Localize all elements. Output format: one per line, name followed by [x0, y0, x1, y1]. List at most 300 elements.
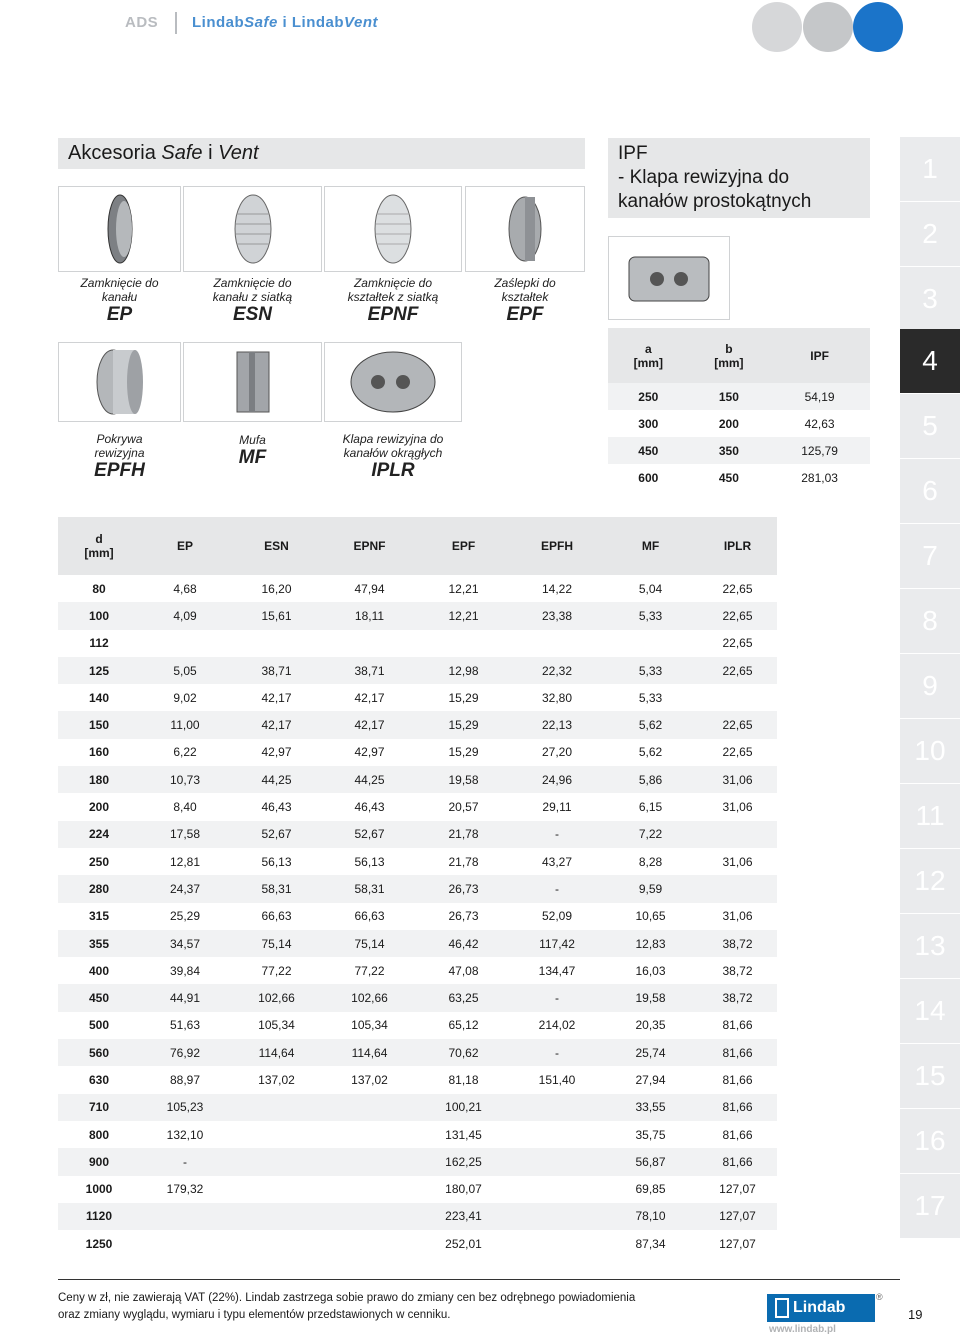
section-title: Akcesoria Safe i Vent: [58, 138, 585, 169]
price-cell: 56,13: [261, 854, 292, 869]
price-cell: 26,73: [416, 875, 511, 902]
price-cell: 21,78: [416, 821, 511, 848]
price-cell: 12,83: [603, 930, 698, 957]
ipf-table-row: [608, 464, 870, 491]
price-cell: [230, 1230, 323, 1257]
price-cell: 117,42: [511, 930, 603, 957]
diameter-cell: 1000: [85, 1182, 113, 1197]
price-cell: 52,09: [541, 909, 573, 924]
ipf-table-header: [608, 328, 870, 383]
product-caption-epfh: Pokrywa rewizyjna EPFH: [58, 432, 181, 478]
price-table-header: [58, 517, 777, 575]
price-cell: 38,71: [230, 657, 323, 684]
header-iplr: IPLR: [698, 517, 777, 575]
price-cell: 52,67: [323, 821, 416, 848]
diameter-cell: 500: [88, 1018, 110, 1033]
brand-ads: ADS: [125, 14, 159, 31]
price-cell: 34,57: [140, 930, 230, 957]
price-cell: 252,01: [445, 1236, 482, 1251]
price-cell: 26,73: [448, 909, 479, 924]
price-cell: 4,68: [173, 581, 197, 596]
ipf-title: IPF - Klapa rewizyjna do kanałów prostokątnych: [608, 138, 870, 218]
table-row: [58, 930, 777, 957]
chapter-tab-8[interactable]: 8: [900, 589, 960, 653]
price-cell: 114,64: [323, 1039, 416, 1066]
inspection-cover-icon: [85, 346, 155, 418]
table-row: [58, 766, 777, 793]
table-row: [58, 1066, 777, 1093]
price-cell: 65,12: [448, 1018, 479, 1033]
table-row: [58, 1203, 777, 1230]
price-cell: 12,81: [169, 854, 201, 869]
price-cell: 77,22: [354, 963, 385, 978]
price-cell: 214,02: [538, 1018, 576, 1033]
price-cell: 22,65: [722, 581, 753, 596]
price-cell: 25,74: [603, 1039, 698, 1066]
product-code-esn: ESN: [232, 304, 273, 325]
price-cell: [603, 630, 698, 657]
price-cell: 75,14: [230, 930, 323, 957]
price-cell: 42,17: [230, 711, 323, 738]
product-caption-epf: Zaślepki do kształtek EPF: [465, 276, 585, 322]
price-cell: 10,65: [635, 909, 666, 924]
price-cell: 12,21: [416, 602, 511, 629]
price-cell: 9,02: [173, 690, 197, 705]
price-cell: 58,31: [323, 875, 416, 902]
product-image-epnf: [324, 186, 462, 272]
price-cell: 24,37: [140, 875, 230, 902]
ipf-cell: 250: [608, 383, 689, 410]
table-row: [58, 793, 777, 820]
header-divider: [175, 12, 177, 34]
diameter-cell: 250: [88, 854, 110, 869]
price-cell: 47,08: [448, 963, 479, 978]
lindab-logo: Lindab: [767, 1294, 875, 1322]
chapter-tab-10[interactable]: 10: [900, 719, 960, 783]
price-cell: 81,18: [448, 1072, 479, 1087]
price-cell: [698, 684, 777, 711]
chapter-tab-3[interactable]: 3: [900, 267, 960, 331]
footer-note: Ceny w zł, nie zawierają VAT (22%). Lindab zastrzega sobie prawo do zmiany cen bez odrębnego powiadomienia oraz zmiany wyglądu, wymiaru i typu elementów przedstawionych w cenniku.: [58, 1292, 636, 1321]
product-image-epfh: [58, 342, 181, 422]
price-cell: 137,02: [258, 1072, 295, 1087]
price-cell: 22,32: [511, 657, 603, 684]
chapter-tab-7[interactable]: 7: [900, 524, 960, 588]
price-cell: 21,78: [448, 854, 479, 869]
price-cell: 114,64: [230, 1039, 323, 1066]
price-cell: 134,47: [538, 963, 576, 978]
chapter-tab-12[interactable]: 12: [900, 849, 960, 913]
product-image-mf: [183, 342, 322, 422]
price-cell: 5,33: [638, 690, 663, 705]
price-cell: 5,04: [638, 581, 663, 596]
price-cell: 81,66: [698, 1148, 777, 1175]
price-cell: 18,11: [323, 602, 416, 629]
price-cell: -: [511, 875, 603, 902]
diameter-cell: 630: [88, 1072, 110, 1087]
price-cell: 20,35: [635, 1018, 666, 1033]
price-table-body: [58, 575, 777, 1257]
ipf-table-row: [608, 383, 870, 410]
price-cell: [323, 1094, 416, 1121]
price-cell: 127,07: [698, 1203, 777, 1230]
price-cell: 35,75: [635, 1127, 666, 1142]
price-cell: 19,58: [603, 984, 698, 1011]
table-row: [58, 1148, 777, 1175]
price-cell: [323, 1176, 416, 1203]
header-circle-1: [752, 2, 802, 52]
price-cell: 31,06: [722, 800, 753, 815]
diameter-cell: 150: [58, 711, 140, 738]
price-cell: [230, 630, 323, 657]
diameter-cell: 400: [88, 963, 110, 978]
price-cell: -: [511, 984, 603, 1011]
price-cell: 22,65: [698, 657, 777, 684]
ipf-header-a: a [mm]: [608, 328, 689, 383]
price-cell: 76,92: [140, 1039, 230, 1066]
header-epf: EPF: [416, 517, 511, 575]
product-caption-mf: Mufa MF: [183, 433, 322, 465]
price-cell: [323, 1148, 416, 1175]
chapter-tab-15[interactable]: 15: [900, 1044, 960, 1108]
price-cell: 33,55: [603, 1094, 698, 1121]
diameter-cell: 450: [58, 984, 140, 1011]
price-cell: 52,67: [230, 821, 323, 848]
price-cell: 131,45: [445, 1127, 482, 1142]
price-cell: 22,65: [722, 636, 753, 651]
price-cell: 58,31: [230, 875, 323, 902]
diameter-cell: 180: [58, 766, 140, 793]
ipf-table-body: [608, 383, 870, 491]
product-code-ep: EP: [106, 304, 133, 325]
chapter-tab-5[interactable]: 5: [900, 394, 960, 458]
price-cell: [140, 630, 230, 657]
table-row: [58, 1094, 777, 1121]
price-cell: [416, 630, 511, 657]
product-caption-esn: Zamknięcie do kanału z siatką ESN: [183, 276, 322, 322]
price-cell: 31,06: [722, 854, 753, 869]
price-cell: [323, 1121, 416, 1148]
price-cell: 81,66: [722, 1072, 753, 1087]
table-row: [58, 848, 777, 875]
price-cell: 32,80: [541, 690, 573, 705]
lindab-mark-icon: [775, 1298, 789, 1318]
price-cell: 102,66: [230, 984, 323, 1011]
price-cell: [140, 1230, 230, 1257]
ipf-cell: 600: [638, 470, 659, 485]
product-code-mf: MF: [238, 447, 267, 468]
product-image-iplr: [324, 342, 462, 422]
table-row: [58, 875, 777, 902]
price-cell: 29,11: [542, 800, 572, 815]
diameter-cell: 112: [89, 636, 109, 651]
header-circle-3: [853, 2, 903, 52]
price-cell: 51,63: [169, 1018, 201, 1033]
price-cell: 78,10: [603, 1203, 698, 1230]
website-url[interactable]: www.lindab.pl: [769, 1324, 836, 1335]
price-cell: -: [511, 821, 603, 848]
header-title: LindabSafe i LindabVent: [192, 14, 378, 31]
price-cell: 23,38: [511, 602, 603, 629]
price-cell: 11,00: [140, 711, 230, 738]
table-row: [58, 903, 777, 930]
diameter-cell: 224: [58, 821, 140, 848]
chapter-tab-4[interactable]: 4: [900, 329, 960, 393]
price-cell: 12,21: [448, 581, 479, 596]
diameter-cell: 560: [58, 1039, 140, 1066]
price-cell: 16,03: [635, 963, 666, 978]
table-row: [58, 684, 777, 711]
ipf-cell: 200: [718, 416, 739, 431]
inspection-hatch-round-icon: [343, 346, 443, 418]
price-cell: 81,66: [698, 1094, 777, 1121]
table-row: [58, 630, 777, 657]
price-cell: 81,66: [722, 1018, 753, 1033]
price-cell: 105,34: [351, 1018, 388, 1033]
diameter-cell: 200: [88, 800, 110, 815]
price-cell: 19,58: [416, 766, 511, 793]
price-cell: -: [511, 1039, 603, 1066]
coupling-icon: [223, 346, 283, 418]
price-cell: 22,65: [722, 745, 753, 760]
ipf-cell: 54,19: [769, 383, 870, 410]
price-cell: 180,07: [445, 1182, 482, 1197]
price-cell: 42,97: [354, 745, 385, 760]
price-cell: 25,29: [169, 909, 201, 924]
price-cell: 102,66: [323, 984, 416, 1011]
product-code-epfh: EPFH: [94, 460, 145, 481]
price-cell: 162,25: [416, 1148, 511, 1175]
price-cell: [511, 1148, 603, 1175]
chapter-tab-1[interactable]: 1: [900, 137, 960, 201]
price-cell: 22,65: [698, 711, 777, 738]
price-cell: [230, 1148, 323, 1175]
product-code-epf: EPF: [506, 304, 544, 325]
chapter-tab-6[interactable]: 6: [900, 459, 960, 523]
table-row: [58, 821, 777, 848]
header-circle-2: [803, 2, 853, 52]
diameter-cell: 800: [88, 1127, 110, 1142]
price-cell: 42,17: [323, 711, 416, 738]
price-cell: 77,22: [261, 963, 292, 978]
ipf-cell: 281,03: [801, 470, 838, 485]
chapter-tab-13[interactable]: 13: [900, 914, 960, 978]
price-cell: 22,13: [511, 711, 603, 738]
ipf-cell: 350: [689, 437, 770, 464]
table-row: [58, 602, 777, 629]
table-row: [58, 1012, 777, 1039]
product-image-ep: [58, 186, 181, 272]
price-cell: 127,07: [719, 1236, 756, 1251]
price-cell: 42,17: [354, 690, 385, 705]
table-row: [58, 657, 777, 684]
price-cell: 14,22: [541, 581, 573, 596]
price-cell: [230, 1176, 323, 1203]
price-cell: 44,91: [140, 984, 230, 1011]
diameter-cell: 1120: [58, 1203, 140, 1230]
logo-registered: ®: [876, 1292, 883, 1302]
price-cell: 5,33: [603, 657, 698, 684]
inspection-hatch-rect-icon: [619, 243, 719, 313]
diameter-cell: 1250: [85, 1236, 113, 1251]
price-cell: 179,32: [166, 1182, 204, 1197]
price-cell: 16,20: [261, 581, 292, 596]
price-cell: 105,34: [258, 1018, 295, 1033]
chapter-tab-17[interactable]: 17: [900, 1174, 960, 1238]
price-cell: [323, 1230, 416, 1257]
price-cell: 44,25: [230, 766, 323, 793]
diameter-cell: 160: [88, 745, 110, 760]
price-cell: 22,65: [698, 602, 777, 629]
price-cell: 66,63: [261, 909, 292, 924]
price-cell: 15,29: [416, 711, 511, 738]
price-cell: 20,57: [448, 800, 479, 815]
price-cell: [511, 630, 603, 657]
price-cell: 4,09: [140, 602, 230, 629]
price-cell: 5,05: [140, 657, 230, 684]
ipf-cell: 450: [718, 470, 739, 485]
header-diameter: d [mm]: [58, 517, 140, 575]
price-cell: 87,34: [635, 1236, 666, 1251]
diameter-cell: 125: [58, 657, 140, 684]
price-cell: 42,97: [261, 745, 292, 760]
product-image-ipf: [608, 236, 730, 320]
price-cell: 5,86: [603, 766, 698, 793]
price-cell: 24,96: [511, 766, 603, 793]
price-cell: 38,72: [698, 930, 777, 957]
ipf-cell: 450: [608, 437, 689, 464]
page-number: 19: [908, 1307, 923, 1322]
ipf-header-b: b [mm]: [689, 328, 770, 383]
end-plug-icon: [495, 189, 555, 269]
price-cell: 27,20: [541, 745, 573, 760]
price-cell: [511, 1230, 603, 1257]
price-cell: 38,71: [323, 657, 416, 684]
footer-divider: [58, 1279, 900, 1280]
diameter-cell: 315: [88, 909, 110, 924]
table-row: [58, 1176, 777, 1203]
price-cell: [323, 630, 416, 657]
diameter-cell: 80: [92, 581, 106, 596]
ipf-header-price: IPF: [769, 328, 870, 383]
header-epfh: EPFH: [511, 517, 603, 575]
price-cell: 105,23: [140, 1094, 230, 1121]
chapter-tab-2[interactable]: 2: [900, 202, 960, 266]
price-cell: 223,41: [416, 1203, 511, 1230]
price-cell: 15,61: [230, 602, 323, 629]
price-cell: 81,66: [698, 1039, 777, 1066]
price-cell: 151,40: [538, 1072, 576, 1087]
price-cell: 70,62: [416, 1039, 511, 1066]
diameter-cell: 140: [88, 690, 110, 705]
price-cell: 8,28: [638, 854, 663, 869]
price-cell: [230, 1203, 323, 1230]
price-cell: 12,98: [416, 657, 511, 684]
product-image-epf: [465, 186, 585, 272]
diameter-cell: 710: [58, 1094, 140, 1121]
product-caption-epnf: Zamknięcie do kształtek z siatką EPNF: [324, 276, 462, 322]
price-cell: [230, 1121, 323, 1148]
price-cell: 17,58: [140, 821, 230, 848]
table-row: [58, 1121, 777, 1148]
price-cell: 38,72: [722, 963, 753, 978]
table-row: [58, 1039, 777, 1066]
table-row: [58, 575, 777, 602]
product-caption-ep: Zamknięcie do kanału EP: [58, 276, 181, 322]
price-cell: 5,62: [638, 745, 663, 760]
price-cell: [511, 1176, 603, 1203]
price-cell: 46,42: [416, 930, 511, 957]
price-table: [58, 517, 777, 1257]
price-cell: 75,14: [323, 930, 416, 957]
price-cell: 69,85: [635, 1182, 666, 1197]
price-cell: [511, 1094, 603, 1121]
table-row: [58, 1230, 777, 1257]
product-code-epnf: EPNF: [367, 304, 419, 325]
diameter-cell: 100: [58, 602, 140, 629]
price-cell: 6,22: [173, 745, 197, 760]
header-epnf: EPNF: [323, 517, 416, 575]
price-cell: 31,06: [698, 766, 777, 793]
cap-ring-icon: [90, 189, 150, 269]
price-cell: 15,29: [448, 745, 479, 760]
price-cell: 56,87: [603, 1148, 698, 1175]
diameter-cell: 355: [58, 930, 140, 957]
mesh-cap-icon: [223, 189, 283, 269]
chapter-tab-9[interactable]: 9: [900, 654, 960, 718]
price-cell: 5,33: [603, 602, 698, 629]
chapter-tab-11[interactable]: 11: [900, 784, 960, 848]
mesh-cap-fitting-icon: [363, 189, 423, 269]
price-cell: 81,66: [722, 1127, 753, 1142]
ipf-table-row: [608, 437, 870, 464]
table-row: [58, 711, 777, 738]
price-cell: 31,06: [722, 909, 753, 924]
price-cell: 44,25: [323, 766, 416, 793]
price-cell: [323, 1203, 416, 1230]
header-mf: MF: [603, 517, 698, 575]
chapter-tab-14[interactable]: 14: [900, 979, 960, 1043]
ipf-table-row: [608, 410, 870, 437]
ipf-cell: 150: [689, 383, 770, 410]
chapter-tab-16[interactable]: 16: [900, 1109, 960, 1173]
ipf-cell: 125,79: [769, 437, 870, 464]
table-row: [58, 957, 777, 984]
price-cell: 132,10: [166, 1127, 204, 1142]
price-cell: 6,15: [638, 800, 663, 815]
price-cell: 38,72: [698, 984, 777, 1011]
table-row: [58, 739, 777, 766]
price-cell: [511, 1121, 603, 1148]
price-cell: 46,43: [354, 800, 385, 815]
price-cell: 39,84: [169, 963, 201, 978]
ipf-cell: 300: [638, 416, 659, 431]
ipf-cell: 42,63: [804, 416, 835, 431]
price-cell: 56,13: [354, 854, 385, 869]
price-cell: 63,25: [416, 984, 511, 1011]
product-caption-iplr: Klapa rewizyjna do kanałów okrągłych IPLR: [324, 432, 462, 478]
price-cell: [230, 1094, 323, 1121]
price-cell: 27,94: [635, 1072, 666, 1087]
price-cell: 5,62: [603, 711, 698, 738]
header-bar: [0, 0, 960, 46]
price-cell: 137,02: [351, 1072, 388, 1087]
ipf-price-table: [608, 328, 870, 491]
price-cell: 9,59: [603, 875, 698, 902]
price-cell: 47,94: [354, 581, 385, 596]
price-cell: [140, 1203, 230, 1230]
price-cell: [698, 821, 777, 848]
